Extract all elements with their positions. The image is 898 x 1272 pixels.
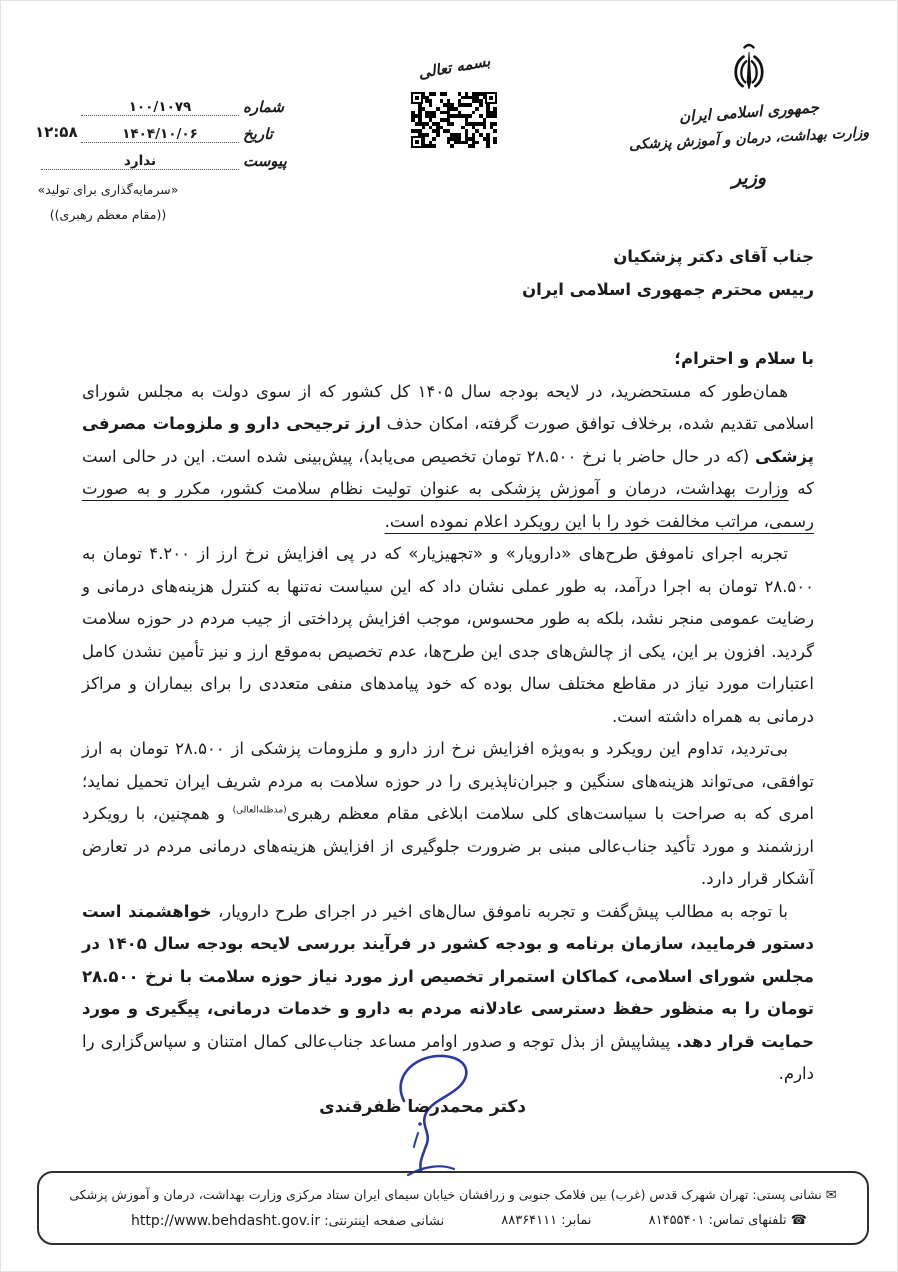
number-label: شماره xyxy=(243,98,284,116)
qr-code xyxy=(411,92,497,148)
address-label: نشانی پستی: xyxy=(752,1187,822,1202)
bismillah-text: بسمه تعالی xyxy=(416,51,492,83)
footer-contact-line xyxy=(39,1207,867,1234)
handwritten-signature-icon xyxy=(374,1051,494,1186)
greeting: با سلام و احترام؛ xyxy=(674,349,814,368)
address-value: تهران شهرک قدس (غرب) بین فلامک جنوبی و زرافشان خیابان سیمای ایران ستاد مرکزی وزارت بهداشت، درمان و آموزش پزشکی xyxy=(69,1187,749,1202)
phone-item xyxy=(649,1209,807,1234)
paragraph-3 xyxy=(82,733,814,896)
p2-text: تجربه اجرای ناموفق طرح‌های «دارویار» و «تجهیزیار» که در پی افزایش نرخ ارز از ۴.۲۰۰ تومان به ۲۸.۵۰۰ تومان به اجرا درآمد، به طور عملی نشان داد که این سیاست نه‌تنها به کنترل هزینه‌های درمانی و رضایت عمومی منجر نشد، بلکه به طور محسوس، موجب افزایش پرداختی از جیب مردم در حوزه سلامت گردید. افزون بر این، یکی از چالش‌های جدی این طرح‌ها، عدم تخصیص به‌موقع ارز و نیز تأمین نشدن کامل اعتبارات مورد نیاز در مقاطع مختلف سال بوده که خود پیامدهای منفی متعددی را برای بیماران و مراکز درمانی به همراه داشته است. xyxy=(82,544,814,726)
footer-address-line xyxy=(39,1184,867,1207)
number-value: ۱۰۰/۱۰۷۹ xyxy=(81,101,239,117)
attachment-value: ندارد xyxy=(41,155,239,171)
p3-superscript: (مدظله‌العالی) xyxy=(232,805,287,816)
slogan-line1: «سرمایه‌گذاری برای تولید» xyxy=(37,182,179,197)
p1-underlined-text: وزارت بهداشت، درمان و آموزش پزشکی به عنوان تولیت نظام سلامت کشور، مکرر و به صورت رسمی، مراتب مخالفت خود را با این رویکرد اعلام نموده است. xyxy=(82,479,814,531)
date-label: تاریخ xyxy=(243,125,273,143)
paragraph-2 xyxy=(82,538,814,733)
p4-bold-text: خواهشمند است دستور فرمایید، سازمان برنامه و بودجه کشور در فرآیند بررسی لایحه بودجه سال ۱۴۰۵ در مجلس شورای اسلامی، کماکان استمرار تخصیص ارز مورد نیاز حوزه سلامت با نرخ ۲۸.۵۰۰ تومان را به منظور حفظ دسترسی عادلانه مردم به دارو و خدمات درمانی، پیگیری و مورد حمایت قرار دهد. xyxy=(82,901,815,1051)
envelope-icon: ✉ xyxy=(825,1188,837,1203)
letter-body xyxy=(82,241,814,1091)
p1-bold-text: ارز ترجیحی دارو و ملزومات مصرفی پزشکی xyxy=(82,414,814,466)
date-value: ۱۴۰۴/۱۰/۰۶ xyxy=(81,128,239,144)
meta-attachment-row xyxy=(23,143,299,170)
recipient-title: رییس محترم جمهوری اسلامی ایران xyxy=(522,279,814,299)
letterhead-center xyxy=(399,51,509,148)
meta-number-row xyxy=(23,89,299,116)
republic-title: جمهوری اسلامی ایران xyxy=(678,98,820,126)
recipient-block xyxy=(82,241,814,306)
paragraph-1 xyxy=(82,376,814,539)
telephone-icon: ☎ xyxy=(790,1213,807,1228)
attachment-label: پیوست xyxy=(243,152,287,170)
qr-finder-icon xyxy=(411,136,423,148)
signatory-name: دکتر محمدرضا ظفرقندی xyxy=(319,1097,526,1117)
phone-value: ۸۱۴۵۵۴۰۱ xyxy=(648,1213,705,1228)
p1-text: (که در حال حاضر با نرخ ۲۸.۵۰۰ تومان تخصیص می‌یابد)، پیش‌بینی شده است. این در حالی است که xyxy=(82,446,814,498)
fax-item xyxy=(501,1209,591,1234)
fax-value: ۸۸۳۶۴۱۱۱ xyxy=(501,1213,558,1228)
web-label: نشانی صفحه اینترنتی: xyxy=(324,1214,445,1229)
letterhead-brand xyxy=(609,41,889,189)
footer-box xyxy=(37,1171,869,1245)
letter-meta xyxy=(23,89,299,170)
web-url: http://www.behdasht.gov.ir xyxy=(131,1213,321,1229)
recipient-name: جناب آقای دکتر پزشکیان xyxy=(613,247,814,266)
time-stamp: ۱۲:۵۸ xyxy=(35,123,78,141)
ministry-title: وزارت بهداشت، درمان و آموزش پزشکی xyxy=(628,124,870,154)
p3-text: بی‌تردید، تداوم این رویکرد و به‌ویژه افزایش نرخ ارز دارو و ملزومات پزشکی از ۲۸.۵۰۰ تومان به ارز توافقی، می‌تواند هزینه‌های سنگین و جبران‌ناپذیری را در حوزه سلامت به مردم شریف ایران تحمیل نماید؛ امری که به صراحت با سیاست‌های کلی سلامت ابلاغی مقام معظم رهبری xyxy=(82,739,814,823)
p4-text: پیشاپیش از بذل توجه و صدور اوامر مساعد جناب‌عالی کمال امتنان و سپاس‌گزاری را دارم. xyxy=(82,1031,814,1083)
p1-text: همان‌طور که مستحضرید، در لایحه بودجه سال ۱۴۰۵ کل کشور که از سوی دولت به مجلس شورای اسلامی تقدیم شده، برخلاف توافق صورت گرفته، امکان حذف xyxy=(82,381,814,433)
phone-label: تلفنهای تماس: xyxy=(708,1213,787,1228)
signature-block xyxy=(296,1051,566,1191)
p3-text: و همچنین، با رویکرد ارزشمند و مورد تأکید جناب‌عالی مبنی بر ضرورت جلوگیری از افزایش هزینه‌های درمانی مردم در تعارض آشکار قرار دارد. xyxy=(82,804,814,888)
qr-finder-icon xyxy=(485,92,497,104)
fax-label: نمابر: xyxy=(561,1213,592,1228)
slogan-line2: ((مقام معظم رهبری)) xyxy=(49,207,167,222)
p4-text: با توجه به مطالب پیش‌گفت و تجربه ناموفق سال‌های اخیر در اجرای طرح دارویار، xyxy=(211,901,788,921)
minister-title: وزیر xyxy=(731,167,767,189)
iran-emblem-icon xyxy=(726,41,772,99)
website-item xyxy=(131,1209,444,1234)
qr-finder-icon xyxy=(411,92,423,104)
year-slogan xyxy=(23,177,193,227)
